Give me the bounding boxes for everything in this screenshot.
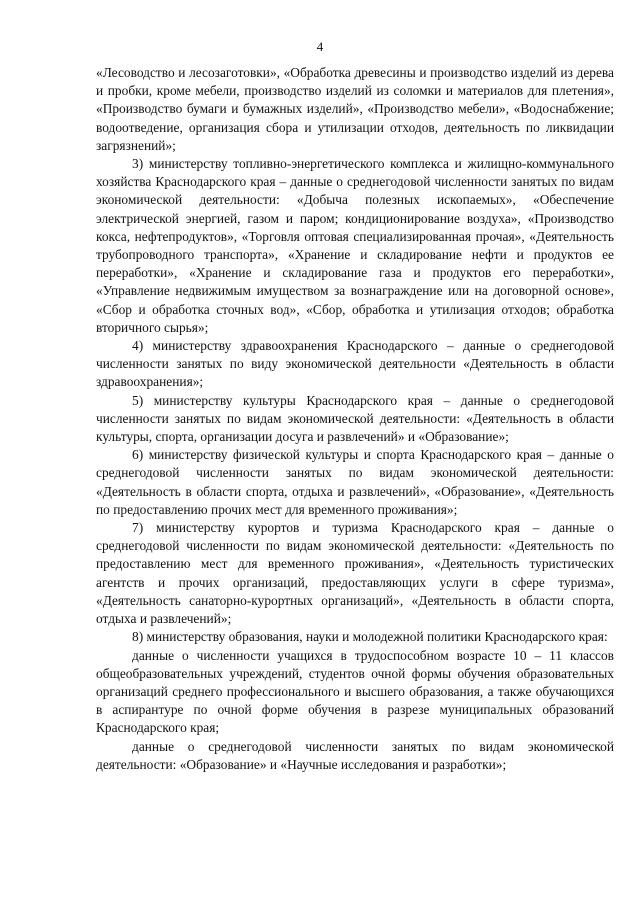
paragraph-item-5: 5) министерству культуры Краснодарского края – данные о среднегодовой численности занятых по видам экономической деятельности: «Деятельность в области культуры, спорта, организации досуга и развлечений» и «Образование»; xyxy=(96,392,614,445)
paragraph-item-8: 8) министерству образования, науки и молодежной политики Краснодарского края: xyxy=(132,629,608,645)
paragraph-item-6: 6) министерству физической культуры и спорта Краснодарского края – данные о среднегодовой численности занятых по видам экономической деятельности: «Деятельность в области спорта, отдыха и развлечений», «Образование», «Деятельность по предоставлению прочих мест для временного проживания»; xyxy=(96,447,614,517)
document-body xyxy=(96,64,614,774)
paragraph-item-7: 7) министерству курортов и туризма Краснодарского края – данные о среднегодовой численности по видам экономической деятельности: «Деятельность по предоставлению мест для временного проживания», «Деятельность туристических агентств и прочих организаций, предоставляющих услуги в сфере туризма», «Деятельность санаторно-курортных организаций», «Деятельность в области спорта, отдыха и развлечений»; xyxy=(96,520,614,627)
paragraph-item-8-students: данные о численности учащихся в трудоспособном возрасте 10 – 11 классов общеобразовательных учреждений, студентов очной формы обучения образовательных организаций среднего профессионального и высшего образования, а также обучающихся в аспирантуре по очной форме обучения в разрезе муниципальных образований Краснодарского края; xyxy=(96,647,614,736)
page-number: 4 xyxy=(316,39,324,54)
paragraph-item-3: 3) министерству топливно-энергетического комплекса и жилищно-коммунального хозяйства Краснодарского края – данные о среднегодовой численности занятых по видам экономической деятельности: «Добыча полезных ископаемых», «Обеспечение электрической энергией, газом и паром; кондиционирование воздуха», «Производство кокса, нефтепродуктов», «Торговля оптовая специализированная прочая», «Деятельность трубопроводного транспорта», «Хранение и складирование нефти и продуктов ее переработки», «Хранение и складирование газа и продуктов его переработки», «Управление недвижимым имуществом за вознаграждение или на договорной основе», «Сбор и обработка сточных вод», «Сбор, обработка и утилизация отходов; обработка вторичного сырья»; xyxy=(96,156,614,335)
paragraph-continuation: «Лесоводство и лесозаготовки», «Обработка древесины и производство изделий из дерева и пробки, кроме мебели, производство изделий из соломки и материалов для плетения», «Производство бумаги и бумажных изделий», «Производство мебели», «Водоснабжение; водоотведение, организация сбора и утилизации отходов, деятельность по ликвидации загрязнений»; xyxy=(96,65,614,153)
paragraph-item-8-employment: данные о среднегодовой численности занятых по видам экономической деятельности: «Образование» и «Научные исследования и разработки»; xyxy=(96,738,614,772)
paragraph-item-4: 4) министерству здравоохранения Краснодарского – данные о среднегодовой численности занятых по виду экономической деятельности «Деятельность в области здравоохранения»; xyxy=(96,338,614,390)
